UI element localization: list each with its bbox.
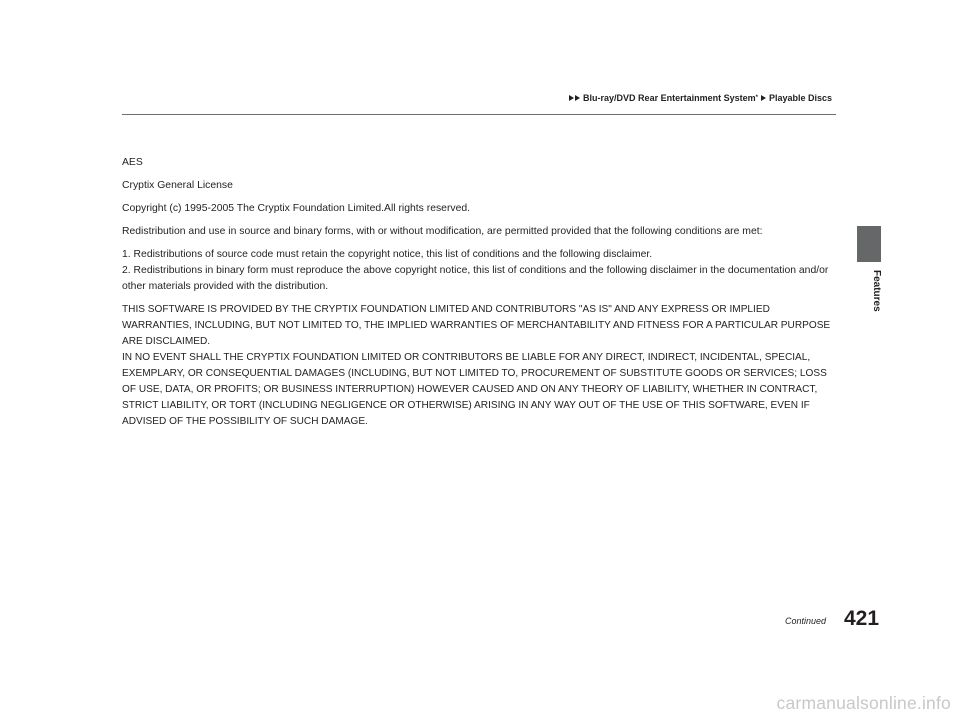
condition-item: 2. Redistributions in binary form must reproduce the above copyright notice, this list of conditions and the following disclaimer in the documentation and/or other materials provided with the distribution. bbox=[122, 265, 829, 292]
breadcrumb-arrow-icon bbox=[569, 95, 574, 101]
copyright-notice: Copyright (c) 1995-2005 The Cryptix Foundation Limited.All rights reserved. bbox=[122, 203, 471, 214]
license-name: Cryptix General License bbox=[122, 180, 233, 191]
breadcrumb-arrow-icon bbox=[761, 95, 766, 101]
section-tab-label bbox=[866, 270, 886, 390]
continued-label: Continued bbox=[785, 616, 827, 626]
section-title: AES bbox=[122, 157, 143, 168]
page-content bbox=[122, 155, 834, 430]
breadcrumb-arrow-icon bbox=[575, 95, 580, 101]
breadcrumb-subsection[interactable]: Playable Discs bbox=[768, 93, 832, 103]
section-tab-marker bbox=[857, 226, 881, 262]
breadcrumb-section[interactable]: Blu-ray/DVD Rear Entertainment System bbox=[583, 93, 756, 103]
redistribution-paragraph: Redistribution and use in source and binary forms, with or without modification, are permitted provided that the following conditions are met: bbox=[122, 226, 763, 237]
page-number: 421 bbox=[844, 607, 880, 630]
breadcrumb bbox=[569, 93, 832, 103]
section-tab-text: Features bbox=[871, 270, 882, 312]
liability-disclaimer: IN NO EVENT SHALL THE CRYPTIX FOUNDATION LIMITED OR CONTRIBUTORS BE LIABLE FOR ANY DIRECT, INDIRECT, INCIDENTAL, SPECIAL, EXEMPLARY, OR CONSEQUENTIAL DAMAGES (INCLUDING, BUT NOT LIMITED TO, PROCUREMENT OF SUBSTITUTE GOODS OR SERVICES; LOSS OF USE, DATA, OR PROFITS; OR BUSINESS INTERRUPTION) HOWEVER CAUSED AND ON ANY THEORY OF LIABILITY, WHETHER IN CONTRACT, STRICT LIABILITY, OR TORT (INCLUDING NEGLIGENCE OR OTHERWISE) ARISING IN ANY WAY OUT OF THE USE OF THIS SOFTWARE, EVEN IF ADVISED OF THE POSSIBILITY OF SUCH DAMAGE. bbox=[122, 352, 827, 427]
warranty-disclaimer: THIS SOFTWARE IS PROVIDED BY THE CRYPTIX FOUNDATION LIMITED AND CONTRIBUTORS "AS IS" AND ANY EXPRESS OR IMPLIED WARRANTIES, INCLUDING, BUT NOT LIMITED TO, THE IMPLIED WARRANTIES OF MERCHANTABILITY AND FITNESS FOR A PARTICULAR PURPOSE ARE DISCLAIMED. bbox=[122, 304, 831, 347]
watermark: carmanualsonline.info bbox=[776, 693, 951, 713]
condition-item: 1. Redistributions of source code must retain the copyright notice, this list of conditions and the following disclaimer. bbox=[122, 249, 653, 260]
header-divider bbox=[122, 114, 836, 115]
breadcrumb-section-marker: * bbox=[755, 95, 758, 101]
